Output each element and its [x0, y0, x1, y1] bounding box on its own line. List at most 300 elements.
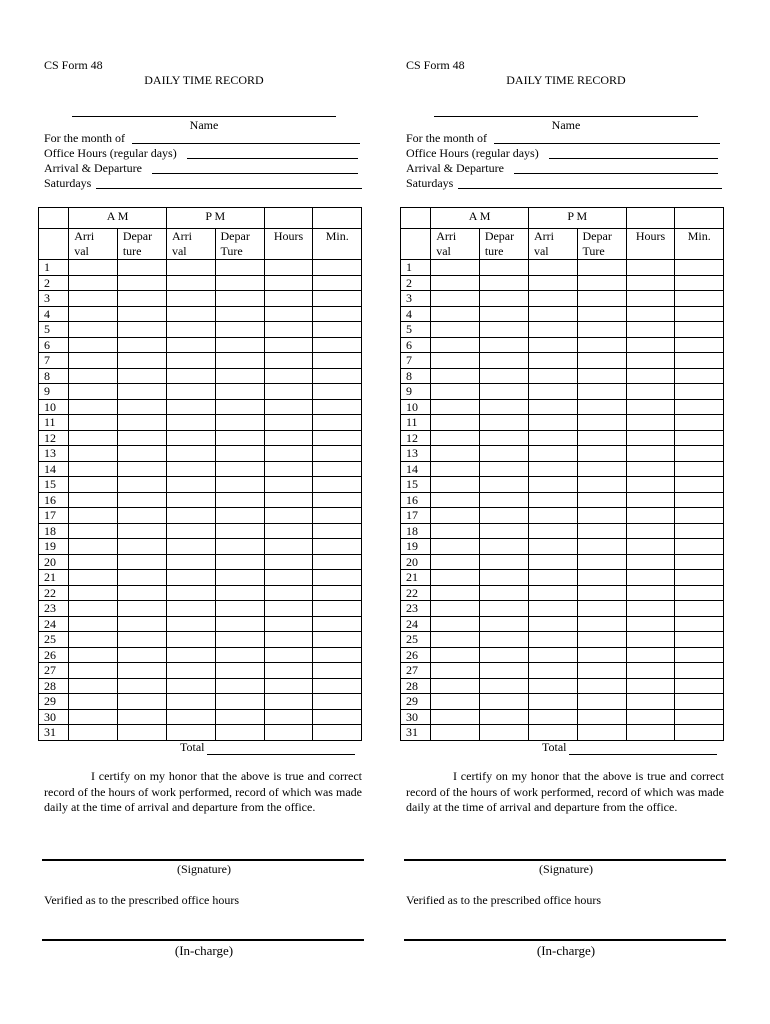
pm-departure-cell[interactable]: [577, 663, 626, 679]
min-cell[interactable]: [313, 461, 362, 477]
am-arrival-cell[interactable]: [69, 709, 118, 725]
am-arrival-cell[interactable]: [431, 632, 480, 648]
pm-departure-cell[interactable]: [215, 399, 264, 415]
am-arrival-cell[interactable]: [431, 694, 480, 710]
pm-arrival-cell[interactable]: [528, 585, 577, 601]
hours-cell[interactable]: [626, 523, 675, 539]
am-arrival-cell[interactable]: [69, 399, 118, 415]
am-departure-cell[interactable]: [479, 554, 528, 570]
am-arrival-cell[interactable]: [69, 446, 118, 462]
pm-arrival-cell[interactable]: [166, 539, 215, 555]
hours-cell[interactable]: [264, 368, 313, 384]
min-cell[interactable]: [675, 291, 724, 307]
min-cell[interactable]: [313, 415, 362, 431]
hours-cell[interactable]: [264, 539, 313, 555]
hours-cell[interactable]: [264, 337, 313, 353]
am-departure-cell[interactable]: [479, 601, 528, 617]
min-cell[interactable]: [313, 523, 362, 539]
pm-arrival-cell[interactable]: [166, 570, 215, 586]
am-departure-cell[interactable]: [479, 709, 528, 725]
hours-cell[interactable]: [264, 508, 313, 524]
hours-cell[interactable]: [264, 601, 313, 617]
pm-departure-cell[interactable]: [215, 554, 264, 570]
saturdays-line[interactable]: [96, 188, 362, 189]
pm-arrival-cell[interactable]: [166, 260, 215, 276]
pm-departure-cell[interactable]: [577, 725, 626, 741]
min-cell[interactable]: [313, 539, 362, 555]
pm-arrival-cell[interactable]: [528, 663, 577, 679]
pm-arrival-cell[interactable]: [166, 353, 215, 369]
am-arrival-cell[interactable]: [431, 430, 480, 446]
min-cell[interactable]: [675, 647, 724, 663]
am-departure-cell[interactable]: [479, 725, 528, 741]
min-cell[interactable]: [313, 585, 362, 601]
pm-departure-cell[interactable]: [215, 337, 264, 353]
hours-cell[interactable]: [264, 709, 313, 725]
am-departure-cell[interactable]: [117, 477, 166, 493]
min-cell[interactable]: [313, 477, 362, 493]
hours-cell[interactable]: [626, 353, 675, 369]
am-arrival-cell[interactable]: [69, 461, 118, 477]
hours-cell[interactable]: [626, 291, 675, 307]
min-cell[interactable]: [313, 725, 362, 741]
hours-cell[interactable]: [626, 647, 675, 663]
pm-departure-cell[interactable]: [577, 554, 626, 570]
pm-departure-cell[interactable]: [215, 353, 264, 369]
am-arrival-cell[interactable]: [69, 368, 118, 384]
min-cell[interactable]: [675, 322, 724, 338]
hours-cell[interactable]: [264, 322, 313, 338]
hours-cell[interactable]: [626, 663, 675, 679]
min-cell[interactable]: [675, 368, 724, 384]
am-arrival-cell[interactable]: [431, 275, 480, 291]
pm-arrival-cell[interactable]: [528, 616, 577, 632]
hours-cell[interactable]: [626, 616, 675, 632]
am-arrival-cell[interactable]: [431, 663, 480, 679]
hours-cell[interactable]: [626, 461, 675, 477]
am-departure-cell[interactable]: [479, 384, 528, 400]
am-departure-cell[interactable]: [117, 275, 166, 291]
pm-arrival-cell[interactable]: [166, 291, 215, 307]
hours-cell[interactable]: [264, 461, 313, 477]
min-cell[interactable]: [675, 678, 724, 694]
min-cell[interactable]: [675, 384, 724, 400]
pm-arrival-cell[interactable]: [166, 415, 215, 431]
pm-arrival-cell[interactable]: [528, 554, 577, 570]
pm-departure-cell[interactable]: [577, 585, 626, 601]
pm-departure-cell[interactable]: [215, 632, 264, 648]
am-arrival-cell[interactable]: [431, 415, 480, 431]
pm-departure-cell[interactable]: [215, 523, 264, 539]
am-arrival-cell[interactable]: [69, 492, 118, 508]
am-arrival-cell[interactable]: [69, 322, 118, 338]
incharge-line[interactable]: [42, 939, 364, 941]
am-arrival-cell[interactable]: [431, 678, 480, 694]
am-departure-cell[interactable]: [117, 678, 166, 694]
pm-departure-cell[interactable]: [215, 539, 264, 555]
hours-cell[interactable]: [626, 415, 675, 431]
am-arrival-cell[interactable]: [431, 477, 480, 493]
pm-departure-cell[interactable]: [215, 384, 264, 400]
am-arrival-cell[interactable]: [431, 508, 480, 524]
pm-departure-cell[interactable]: [215, 694, 264, 710]
min-cell[interactable]: [675, 446, 724, 462]
min-cell[interactable]: [313, 260, 362, 276]
pm-arrival-cell[interactable]: [166, 368, 215, 384]
hours-cell[interactable]: [626, 632, 675, 648]
pm-departure-cell[interactable]: [577, 539, 626, 555]
am-departure-cell[interactable]: [479, 353, 528, 369]
am-departure-cell[interactable]: [479, 570, 528, 586]
am-arrival-cell[interactable]: [69, 384, 118, 400]
arrival-departure-line[interactable]: [152, 173, 358, 174]
pm-departure-cell[interactable]: [215, 461, 264, 477]
am-departure-cell[interactable]: [117, 663, 166, 679]
pm-departure-cell[interactable]: [577, 570, 626, 586]
am-departure-cell[interactable]: [117, 508, 166, 524]
am-departure-cell[interactable]: [117, 554, 166, 570]
pm-arrival-cell[interactable]: [528, 725, 577, 741]
pm-arrival-cell[interactable]: [528, 275, 577, 291]
am-arrival-cell[interactable]: [431, 306, 480, 322]
am-arrival-cell[interactable]: [431, 709, 480, 725]
am-arrival-cell[interactable]: [431, 384, 480, 400]
saturdays-line[interactable]: [458, 188, 722, 189]
min-cell[interactable]: [313, 306, 362, 322]
min-cell[interactable]: [675, 554, 724, 570]
am-arrival-cell[interactable]: [431, 616, 480, 632]
am-arrival-cell[interactable]: [69, 430, 118, 446]
pm-departure-cell[interactable]: [577, 694, 626, 710]
am-arrival-cell[interactable]: [69, 353, 118, 369]
pm-arrival-cell[interactable]: [528, 260, 577, 276]
am-departure-cell[interactable]: [479, 399, 528, 415]
am-departure-cell[interactable]: [117, 337, 166, 353]
am-departure-cell[interactable]: [479, 616, 528, 632]
pm-arrival-cell[interactable]: [166, 337, 215, 353]
hours-cell[interactable]: [626, 508, 675, 524]
am-arrival-cell[interactable]: [431, 291, 480, 307]
am-departure-cell[interactable]: [479, 539, 528, 555]
min-cell[interactable]: [313, 291, 362, 307]
am-arrival-cell[interactable]: [431, 322, 480, 338]
pm-arrival-cell[interactable]: [528, 446, 577, 462]
am-arrival-cell[interactable]: [69, 260, 118, 276]
total-line[interactable]: [569, 742, 717, 755]
hours-cell[interactable]: [626, 337, 675, 353]
pm-departure-cell[interactable]: [215, 306, 264, 322]
min-cell[interactable]: [313, 601, 362, 617]
pm-departure-cell[interactable]: [577, 306, 626, 322]
pm-departure-cell[interactable]: [577, 523, 626, 539]
am-arrival-cell[interactable]: [431, 337, 480, 353]
signature-line[interactable]: [42, 859, 364, 861]
min-cell[interactable]: [313, 508, 362, 524]
pm-departure-cell[interactable]: [577, 322, 626, 338]
pm-arrival-cell[interactable]: [166, 601, 215, 617]
hours-cell[interactable]: [626, 477, 675, 493]
am-departure-cell[interactable]: [117, 523, 166, 539]
pm-departure-cell[interactable]: [215, 430, 264, 446]
am-arrival-cell[interactable]: [69, 570, 118, 586]
hours-cell[interactable]: [264, 399, 313, 415]
min-cell[interactable]: [675, 477, 724, 493]
am-arrival-cell[interactable]: [431, 725, 480, 741]
am-departure-cell[interactable]: [117, 322, 166, 338]
am-departure-cell[interactable]: [479, 632, 528, 648]
am-arrival-cell[interactable]: [69, 477, 118, 493]
am-arrival-cell[interactable]: [431, 554, 480, 570]
hours-cell[interactable]: [264, 291, 313, 307]
am-departure-cell[interactable]: [117, 647, 166, 663]
am-departure-cell[interactable]: [117, 415, 166, 431]
hours-cell[interactable]: [264, 477, 313, 493]
hours-cell[interactable]: [264, 430, 313, 446]
am-departure-cell[interactable]: [479, 337, 528, 353]
min-cell[interactable]: [675, 337, 724, 353]
min-cell[interactable]: [313, 368, 362, 384]
am-departure-cell[interactable]: [479, 663, 528, 679]
pm-arrival-cell[interactable]: [166, 725, 215, 741]
hours-cell[interactable]: [626, 275, 675, 291]
pm-arrival-cell[interactable]: [528, 632, 577, 648]
pm-arrival-cell[interactable]: [166, 306, 215, 322]
min-cell[interactable]: [313, 446, 362, 462]
pm-departure-cell[interactable]: [215, 663, 264, 679]
pm-arrival-cell[interactable]: [528, 694, 577, 710]
pm-departure-cell[interactable]: [577, 430, 626, 446]
min-cell[interactable]: [675, 275, 724, 291]
hours-cell[interactable]: [626, 368, 675, 384]
pm-departure-cell[interactable]: [215, 570, 264, 586]
pm-departure-cell[interactable]: [577, 709, 626, 725]
am-arrival-cell[interactable]: [431, 461, 480, 477]
hours-cell[interactable]: [264, 663, 313, 679]
min-cell[interactable]: [675, 430, 724, 446]
pm-departure-cell[interactable]: [215, 322, 264, 338]
pm-departure-cell[interactable]: [577, 647, 626, 663]
hours-cell[interactable]: [264, 647, 313, 663]
office-hours-line[interactable]: [549, 158, 718, 159]
am-departure-cell[interactable]: [117, 291, 166, 307]
hours-cell[interactable]: [626, 430, 675, 446]
pm-arrival-cell[interactable]: [166, 446, 215, 462]
am-departure-cell[interactable]: [117, 570, 166, 586]
pm-arrival-cell[interactable]: [166, 523, 215, 539]
min-cell[interactable]: [313, 554, 362, 570]
total-line[interactable]: [207, 742, 355, 755]
hours-cell[interactable]: [264, 384, 313, 400]
pm-departure-cell[interactable]: [215, 709, 264, 725]
am-departure-cell[interactable]: [117, 601, 166, 617]
am-arrival-cell[interactable]: [431, 492, 480, 508]
hours-cell[interactable]: [264, 725, 313, 741]
am-arrival-cell[interactable]: [69, 632, 118, 648]
am-arrival-cell[interactable]: [69, 306, 118, 322]
am-departure-cell[interactable]: [117, 694, 166, 710]
min-cell[interactable]: [675, 399, 724, 415]
am-departure-cell[interactable]: [479, 260, 528, 276]
month-line[interactable]: [132, 143, 360, 144]
pm-departure-cell[interactable]: [215, 446, 264, 462]
pm-departure-cell[interactable]: [215, 415, 264, 431]
pm-arrival-cell[interactable]: [528, 492, 577, 508]
pm-departure-cell[interactable]: [577, 508, 626, 524]
pm-departure-cell[interactable]: [577, 616, 626, 632]
min-cell[interactable]: [675, 492, 724, 508]
pm-arrival-cell[interactable]: [166, 384, 215, 400]
pm-departure-cell[interactable]: [215, 616, 264, 632]
pm-arrival-cell[interactable]: [166, 647, 215, 663]
hours-cell[interactable]: [264, 554, 313, 570]
min-cell[interactable]: [675, 523, 724, 539]
am-arrival-cell[interactable]: [431, 647, 480, 663]
pm-departure-cell[interactable]: [215, 725, 264, 741]
am-departure-cell[interactable]: [117, 260, 166, 276]
hours-cell[interactable]: [264, 523, 313, 539]
am-departure-cell[interactable]: [117, 616, 166, 632]
hours-cell[interactable]: [626, 492, 675, 508]
am-departure-cell[interactable]: [479, 306, 528, 322]
pm-arrival-cell[interactable]: [528, 709, 577, 725]
min-cell[interactable]: [675, 694, 724, 710]
hours-cell[interactable]: [626, 446, 675, 462]
min-cell[interactable]: [675, 260, 724, 276]
am-arrival-cell[interactable]: [431, 399, 480, 415]
pm-departure-cell[interactable]: [577, 337, 626, 353]
min-cell[interactable]: [313, 384, 362, 400]
hours-cell[interactable]: [626, 322, 675, 338]
am-departure-cell[interactable]: [479, 492, 528, 508]
am-departure-cell[interactable]: [117, 399, 166, 415]
min-cell[interactable]: [675, 306, 724, 322]
am-departure-cell[interactable]: [479, 523, 528, 539]
hours-cell[interactable]: [626, 601, 675, 617]
pm-departure-cell[interactable]: [577, 384, 626, 400]
min-cell[interactable]: [313, 337, 362, 353]
min-cell[interactable]: [675, 353, 724, 369]
pm-departure-cell[interactable]: [215, 678, 264, 694]
arrival-departure-line[interactable]: [514, 173, 718, 174]
am-departure-cell[interactable]: [479, 430, 528, 446]
pm-departure-cell[interactable]: [577, 446, 626, 462]
pm-arrival-cell[interactable]: [166, 430, 215, 446]
hours-cell[interactable]: [264, 260, 313, 276]
am-arrival-cell[interactable]: [69, 337, 118, 353]
pm-departure-cell[interactable]: [577, 353, 626, 369]
min-cell[interactable]: [675, 570, 724, 586]
pm-departure-cell[interactable]: [577, 275, 626, 291]
am-departure-cell[interactable]: [479, 694, 528, 710]
am-arrival-cell[interactable]: [69, 616, 118, 632]
hours-cell[interactable]: [264, 570, 313, 586]
pm-arrival-cell[interactable]: [166, 694, 215, 710]
min-cell[interactable]: [313, 275, 362, 291]
hours-cell[interactable]: [264, 353, 313, 369]
am-arrival-cell[interactable]: [69, 275, 118, 291]
am-arrival-cell[interactable]: [431, 585, 480, 601]
am-arrival-cell[interactable]: [69, 539, 118, 555]
am-arrival-cell[interactable]: [69, 415, 118, 431]
pm-departure-cell[interactable]: [215, 508, 264, 524]
pm-arrival-cell[interactable]: [528, 353, 577, 369]
am-arrival-cell[interactable]: [69, 647, 118, 663]
hours-cell[interactable]: [264, 632, 313, 648]
am-arrival-cell[interactable]: [431, 570, 480, 586]
min-cell[interactable]: [675, 725, 724, 741]
am-departure-cell[interactable]: [117, 725, 166, 741]
pm-arrival-cell[interactable]: [166, 508, 215, 524]
pm-arrival-cell[interactable]: [166, 616, 215, 632]
hours-cell[interactable]: [264, 694, 313, 710]
min-cell[interactable]: [675, 461, 724, 477]
am-departure-cell[interactable]: [117, 368, 166, 384]
pm-departure-cell[interactable]: [215, 275, 264, 291]
am-arrival-cell[interactable]: [431, 446, 480, 462]
am-arrival-cell[interactable]: [69, 678, 118, 694]
hours-cell[interactable]: [626, 399, 675, 415]
am-arrival-cell[interactable]: [431, 601, 480, 617]
pm-departure-cell[interactable]: [215, 492, 264, 508]
am-departure-cell[interactable]: [479, 585, 528, 601]
pm-arrival-cell[interactable]: [166, 322, 215, 338]
pm-arrival-cell[interactable]: [166, 678, 215, 694]
pm-arrival-cell[interactable]: [528, 384, 577, 400]
hours-cell[interactable]: [264, 492, 313, 508]
pm-arrival-cell[interactable]: [166, 461, 215, 477]
pm-arrival-cell[interactable]: [528, 477, 577, 493]
am-departure-cell[interactable]: [479, 678, 528, 694]
am-arrival-cell[interactable]: [431, 539, 480, 555]
min-cell[interactable]: [675, 601, 724, 617]
am-departure-cell[interactable]: [117, 539, 166, 555]
pm-arrival-cell[interactable]: [166, 709, 215, 725]
am-departure-cell[interactable]: [479, 415, 528, 431]
min-cell[interactable]: [313, 678, 362, 694]
month-line[interactable]: [494, 143, 720, 144]
hours-cell[interactable]: [626, 384, 675, 400]
am-departure-cell[interactable]: [117, 384, 166, 400]
min-cell[interactable]: [313, 663, 362, 679]
hours-cell[interactable]: [264, 415, 313, 431]
am-arrival-cell[interactable]: [69, 523, 118, 539]
pm-departure-cell[interactable]: [215, 260, 264, 276]
pm-arrival-cell[interactable]: [528, 415, 577, 431]
am-departure-cell[interactable]: [117, 492, 166, 508]
min-cell[interactable]: [675, 632, 724, 648]
pm-departure-cell[interactable]: [215, 601, 264, 617]
am-departure-cell[interactable]: [479, 446, 528, 462]
min-cell[interactable]: [313, 430, 362, 446]
am-departure-cell[interactable]: [117, 306, 166, 322]
am-arrival-cell[interactable]: [69, 508, 118, 524]
am-arrival-cell[interactable]: [431, 353, 480, 369]
am-arrival-cell[interactable]: [69, 663, 118, 679]
pm-arrival-cell[interactable]: [528, 523, 577, 539]
am-departure-cell[interactable]: [479, 322, 528, 338]
hours-cell[interactable]: [626, 570, 675, 586]
pm-arrival-cell[interactable]: [528, 508, 577, 524]
min-cell[interactable]: [675, 415, 724, 431]
pm-departure-cell[interactable]: [577, 399, 626, 415]
am-departure-cell[interactable]: [117, 709, 166, 725]
hours-cell[interactable]: [626, 709, 675, 725]
hours-cell[interactable]: [264, 616, 313, 632]
pm-arrival-cell[interactable]: [166, 663, 215, 679]
pm-arrival-cell[interactable]: [166, 275, 215, 291]
am-departure-cell[interactable]: [479, 508, 528, 524]
min-cell[interactable]: [675, 508, 724, 524]
